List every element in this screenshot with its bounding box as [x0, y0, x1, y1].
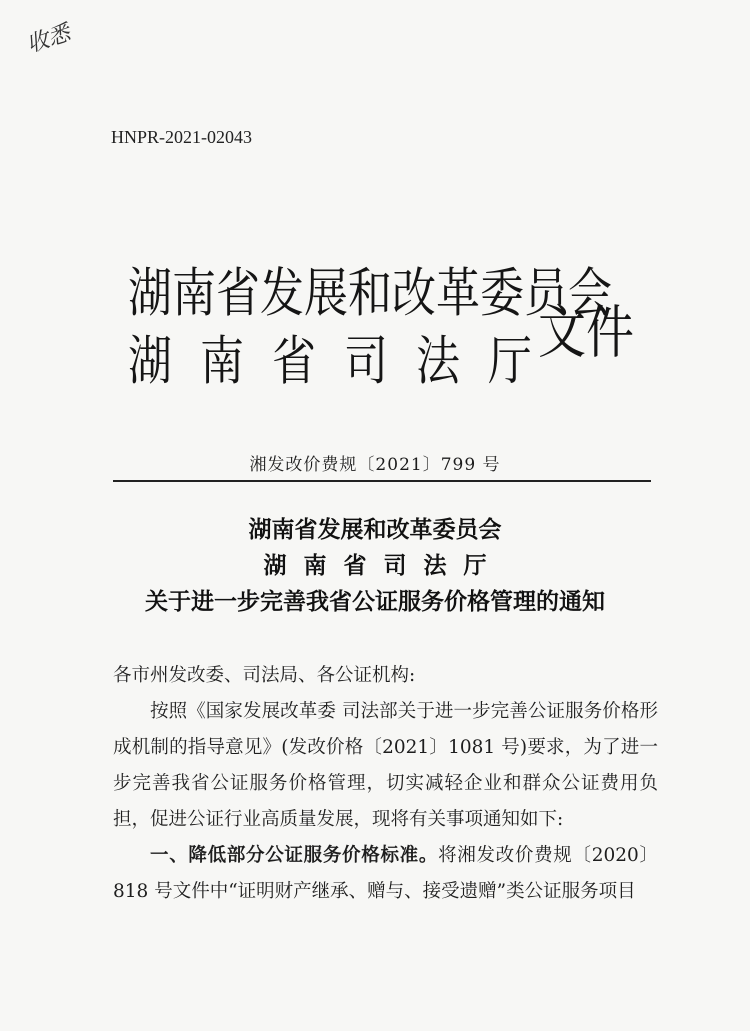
paragraph-intro: 按照《国家发展改革委 司法部关于进一步完善公证服务价格形成机制的指导意见》(发改价格〔2021〕1081 号)要求，为了进一步完善我省公证服务价格管理，切实减轻企业和群众公证费用负担，促进公证行业高质量发展，现将有关事项通知如下:	[113, 701, 658, 830]
item-1-text: 将湘发改价费规〔2020〕818 号文件中“证明财产继承、赠与、接受遗赠”类公证服务项目	[113, 845, 658, 902]
document-body	[113, 658, 658, 910]
document-id: HNPR-2021-02043	[111, 127, 253, 147]
handwritten-annotation: 收悉	[23, 20, 74, 59]
salutation: 各市州发改委、司法局、各公证机构:	[113, 665, 416, 686]
paragraph-item-1	[113, 838, 658, 910]
letterhead-issuer-2: 湖南省司法厅	[128, 331, 560, 393]
title-issuer-2: 湖南省司法厅	[263, 552, 504, 579]
letterhead-issuer-1: 湖南省发展和改革委员会	[128, 263, 612, 325]
title-subject: 关于进一步完善我省公证服务价格管理的通知	[145, 588, 605, 615]
letterhead	[128, 250, 648, 393]
header-divider	[113, 480, 651, 482]
document-number: 湘发改价费规〔2021〕799 号	[249, 455, 501, 475]
title-issuer-1: 湖南省发展和改革委员会	[248, 516, 502, 543]
letterhead-suffix: 文件	[538, 299, 635, 367]
document-title-block	[0, 512, 750, 620]
item-1-heading: 一、降低部分公证服务价格标准。	[150, 845, 439, 866]
